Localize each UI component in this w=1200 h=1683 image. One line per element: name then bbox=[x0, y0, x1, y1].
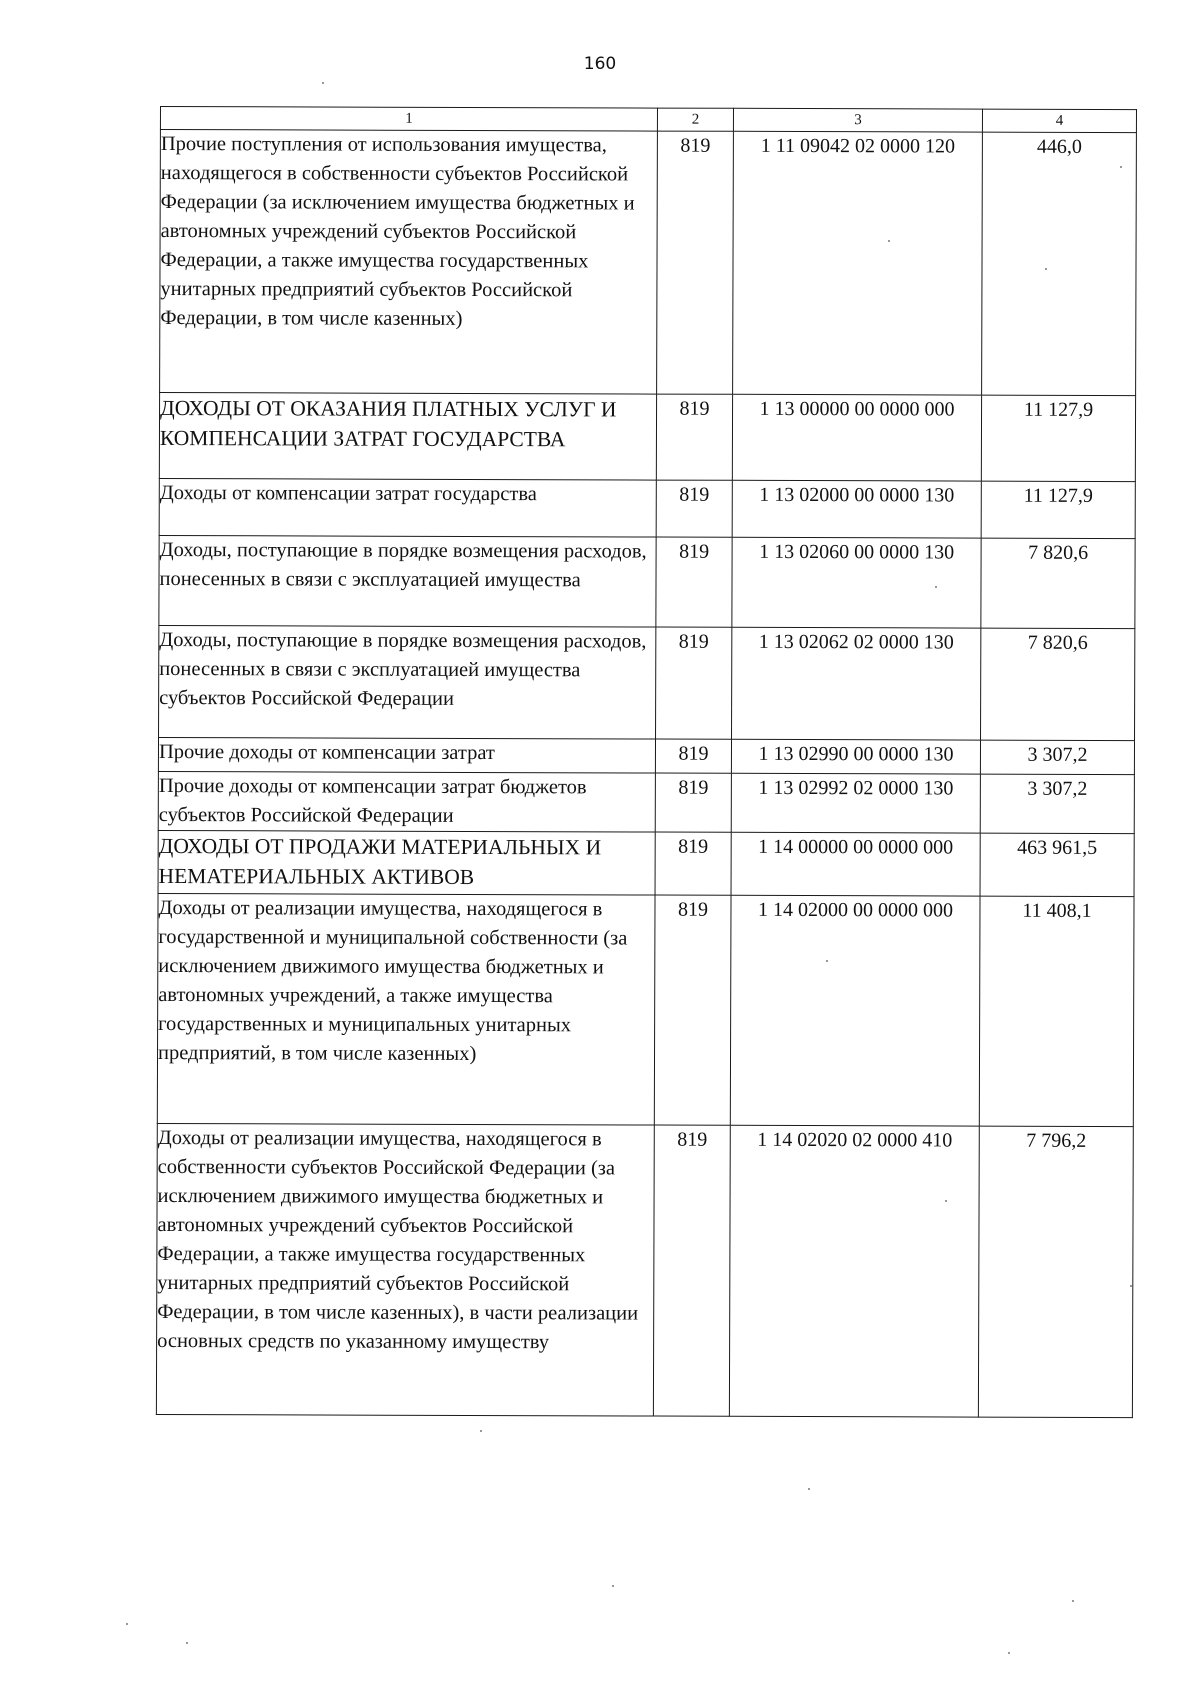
table-row bbox=[159, 625, 1135, 740]
row-admin-code: 819 bbox=[656, 480, 732, 537]
scan-speck bbox=[935, 586, 937, 588]
row-budget-code: 1 13 02062 02 0000 130 bbox=[732, 627, 981, 740]
scan-speck bbox=[888, 240, 890, 242]
row-budget-code: 1 13 02992 02 0000 130 bbox=[731, 773, 980, 833]
scan-speck bbox=[826, 960, 828, 962]
row-name: Прочие доходы от компенсации затрат bbox=[158, 737, 655, 773]
row-admin-code: 819 bbox=[656, 394, 732, 480]
row-admin-code: 819 bbox=[653, 1125, 730, 1416]
table-row bbox=[159, 393, 1135, 482]
revenue-table bbox=[156, 106, 1137, 1418]
scan-speck bbox=[612, 1585, 614, 1587]
row-admin-code: 819 bbox=[657, 131, 734, 394]
row-admin-code: 819 bbox=[654, 895, 731, 1125]
row-budget-code: 1 13 02990 00 0000 130 bbox=[731, 739, 980, 774]
row-budget-code: 1 14 02000 00 0000 000 bbox=[730, 895, 980, 1126]
row-name: Прочие поступления от использования имущества, находящегося в собственности субъектов Российской Федерации (за исключением имущества бюджетных и автономных учреждений субъектов Российской Федерации, а также имущества государственных унитарных предприятий субъектов Российской Федерации, в том числе казенных) bbox=[160, 130, 658, 395]
row-name: Доходы от реализации имущества, находящегося в собственности субъектов Российской Федерации (за исключением движимого имущества бюджетных и автономных учреждений субъектов Российской Федерации, а также имущества государственных унитарных предприятий субъектов Российской Федерации, в том числе казенных), в части реализации основных средств по указанному имуществу bbox=[156, 1123, 654, 1416]
page-number: 160 bbox=[583, 54, 617, 74]
scan-speck bbox=[1120, 166, 1122, 168]
row-name: Доходы, поступающие в порядке возмещения расходов, понесенных в связи с эксплуатацией имущества bbox=[159, 535, 656, 627]
table-row bbox=[157, 893, 1134, 1126]
row-name: ДОХОДЫ ОТ ПРОДАЖИ МАТЕРИАЛЬНЫХ И НЕМАТЕРИАЛЬНЫХ АКТИВОВ bbox=[158, 830, 655, 895]
scan-speck bbox=[480, 1430, 482, 1432]
row-name: Прочие доходы от компенсации затрат бюджетов субъектов Российской Федерации bbox=[158, 771, 655, 832]
row-budget-code: 1 11 09042 02 0000 120 bbox=[733, 131, 983, 395]
row-admin-code: 819 bbox=[655, 832, 731, 895]
row-amount: 3 307,2 bbox=[980, 740, 1134, 774]
row-amount: 11 127,9 bbox=[981, 395, 1135, 481]
row-admin-code: 819 bbox=[655, 773, 731, 832]
scan-speck bbox=[126, 1623, 128, 1625]
scan-speck bbox=[945, 1200, 947, 1202]
row-amount: 11 127,9 bbox=[981, 481, 1135, 538]
row-amount: 463 961,5 bbox=[980, 833, 1134, 896]
row-budget-code: 1 14 02020 02 0000 410 bbox=[729, 1125, 979, 1417]
row-amount: 7 820,6 bbox=[981, 628, 1135, 740]
table-row bbox=[158, 771, 1134, 833]
scan-speck bbox=[1045, 268, 1047, 270]
row-budget-code: 1 13 02000 00 0000 130 bbox=[732, 480, 981, 538]
table-row bbox=[160, 130, 1137, 396]
row-name: Доходы от компенсации затрат государства bbox=[159, 478, 656, 537]
row-amount: 446,0 bbox=[982, 132, 1137, 395]
row-amount: 7 796,2 bbox=[978, 1126, 1133, 1417]
table-row bbox=[158, 830, 1134, 896]
scan-speck bbox=[1072, 1600, 1074, 1602]
table-row bbox=[159, 535, 1135, 628]
row-budget-code: 1 13 02060 00 0000 130 bbox=[732, 537, 981, 628]
scan-speck bbox=[1008, 1652, 1010, 1654]
row-budget-code: 1 14 00000 00 0000 000 bbox=[731, 832, 980, 896]
scan-speck bbox=[186, 1642, 188, 1644]
scan-speck bbox=[1130, 1285, 1132, 1287]
row-amount: 11 408,1 bbox=[979, 896, 1134, 1126]
column-number-4: 4 bbox=[982, 109, 1136, 132]
table-row bbox=[158, 737, 1134, 774]
row-admin-code: 819 bbox=[656, 627, 732, 739]
row-name: ДОХОДЫ ОТ ОКАЗАНИЯ ПЛАТНЫХ УСЛУГ И КОМПЕНСАЦИИ ЗАТРАТ ГОСУДАРСТВА bbox=[159, 393, 656, 481]
row-budget-code: 1 13 00000 00 0000 000 bbox=[732, 394, 981, 481]
row-admin-code: 819 bbox=[656, 537, 732, 627]
column-number-1: 1 bbox=[160, 107, 657, 132]
row-amount: 7 820,6 bbox=[981, 538, 1135, 628]
row-name: Доходы, поступающие в порядке возмещения расходов, понесенных в связи с эксплуатацией имущества субъектов Российской Федерации bbox=[159, 625, 656, 739]
column-number-row bbox=[160, 107, 1136, 133]
column-number-3: 3 bbox=[733, 108, 982, 132]
row-admin-code: 819 bbox=[655, 739, 731, 773]
table-row bbox=[156, 1123, 1133, 1417]
scan-speck bbox=[808, 1488, 810, 1490]
scan-speck bbox=[322, 82, 324, 84]
table-row bbox=[159, 478, 1135, 538]
column-number-2: 2 bbox=[657, 108, 733, 131]
row-amount: 3 307,2 bbox=[980, 774, 1134, 833]
row-name: Доходы от реализации имущества, находящегося в государственной и муниципальной собственности (за исключением движимого имущества бюджетных и автономных учреждений, а также имущества государственных и муниципальных унитарных предприятий, в том числе казенных) bbox=[157, 893, 655, 1125]
